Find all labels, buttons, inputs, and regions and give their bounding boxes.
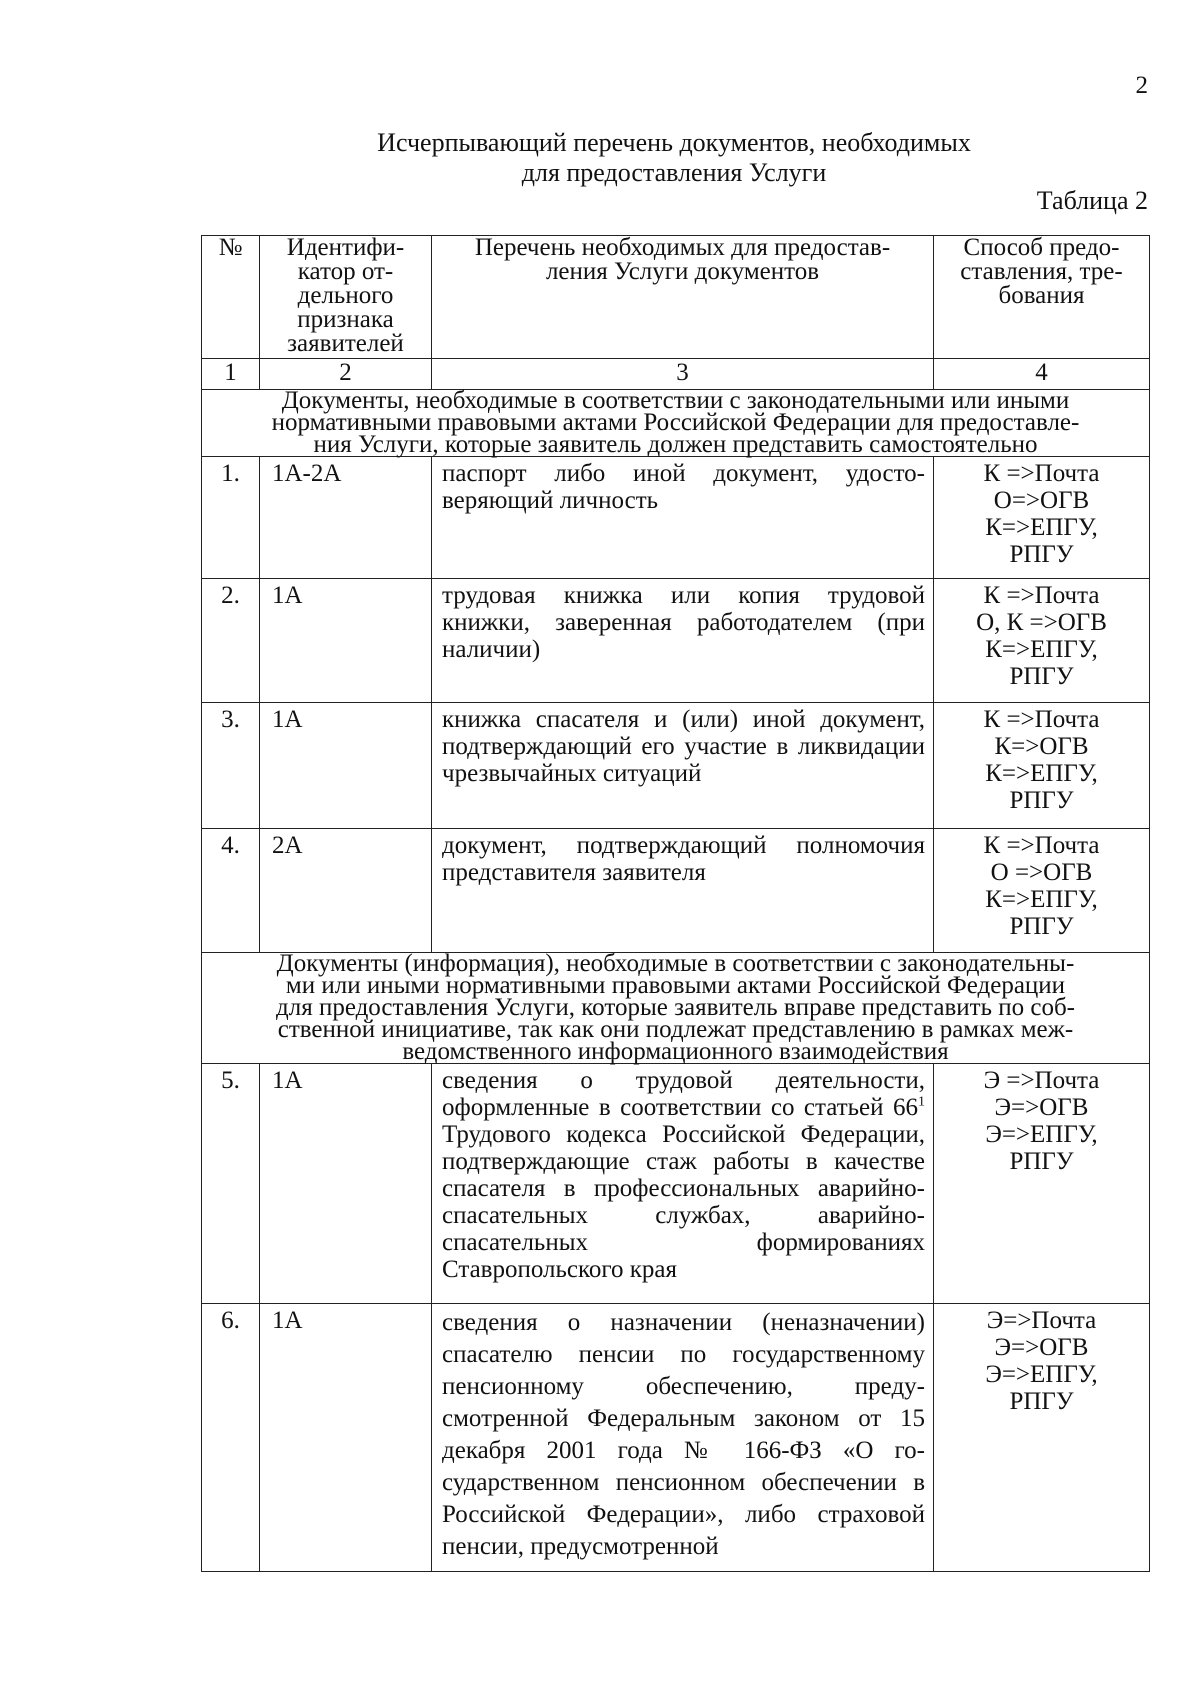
row-identifier: 1А	[260, 1064, 432, 1304]
method-line: К =>Почта	[983, 582, 1100, 609]
table-header-row	[202, 236, 1150, 359]
method-line: К=>ОГВ	[994, 733, 1089, 760]
method-line: РПГУ	[1009, 663, 1074, 690]
row-method	[934, 1064, 1150, 1304]
footnote-superscript: 1	[918, 1094, 925, 1110]
row-documents: документ, подтверждающий полномочия представителя заявителя	[432, 829, 934, 953]
row-documents	[432, 1064, 934, 1304]
row-method	[934, 703, 1150, 829]
column-number: 2	[260, 359, 432, 390]
header-documents: Перечень необходимых для предостав- ления Услуги документов	[432, 236, 934, 359]
method-line: Э=>ЕПГУ,	[985, 1361, 1098, 1388]
method-line: К=>ЕПГУ,	[985, 514, 1098, 541]
row-method	[934, 829, 1150, 953]
section-line: нормативными правовыми актами Российской Федерации для предоставле-	[271, 409, 1080, 436]
row-number: 3.	[202, 703, 260, 829]
section-heading	[202, 950, 1150, 1065]
table-row	[202, 1304, 1150, 1572]
method-line: РПГУ	[1009, 787, 1074, 814]
method-line: К =>Почта	[983, 460, 1100, 487]
table-row	[202, 703, 1150, 829]
method-line: К=>ЕПГУ,	[985, 760, 1098, 787]
column-number: 3	[432, 359, 934, 390]
method-line: РПГУ	[1009, 541, 1074, 568]
method-line: О=>ОГВ	[993, 487, 1090, 514]
row-number: 5.	[202, 1064, 260, 1304]
row-documents-text: сведения о трудовой деятельности, оформленные в соответствии со статьей 66	[442, 1067, 925, 1121]
documents-table	[201, 235, 1150, 1572]
row-number: 2.	[202, 579, 260, 703]
header-number: №	[202, 236, 260, 359]
row-method	[934, 1304, 1150, 1572]
method-line: Э=>ЕПГУ,	[985, 1121, 1098, 1148]
column-number: 4	[934, 359, 1150, 390]
method-line: Э =>Почта	[983, 1067, 1100, 1094]
method-line: РПГУ	[1009, 913, 1074, 940]
header-identifier: Идентифи- катор от- дельного признака заявителей	[260, 236, 432, 359]
row-identifier: 1А	[260, 703, 432, 829]
section-line: Документы (информация), необходимые в соответствии с законодательны-	[276, 950, 1075, 977]
section-heading	[202, 387, 1150, 458]
table-row	[202, 829, 1150, 953]
row-number: 1.	[202, 457, 260, 579]
method-line: К =>Почта	[983, 832, 1100, 859]
section-line: Документы, необходимые в соответствии с законодательными или иными	[281, 387, 1070, 414]
table-row	[202, 579, 1150, 703]
title-line: для предоставления Услуги	[521, 158, 827, 187]
row-documents-text: Трудового кодекса Российской Федерации, подтверждающие стаж работы в качестве спасателя в профессиональных аварийно-спасательных службах, аварийно-спасательных формированиях Ставропольского края	[442, 1121, 925, 1283]
row-number: 4.	[202, 829, 260, 953]
row-method	[934, 457, 1150, 579]
table-caption: Таблица 2	[1036, 186, 1148, 215]
row-documents: книжка спасателя и (или) иной документ, подтверждающий его участие в ликвидации чрезвычайных ситуаций	[432, 703, 934, 829]
method-line: РПГУ	[1009, 1148, 1074, 1175]
row-documents: сведения о назначении (неназначении) спасателю пенсии по государственному пенсионному обеспечению, предусмотренной Федеральным законом от 15 декабря 2001 года № 166-ФЗ «О государственном пенсионном обеспечении в Российской Федерации», либо страховой пенсии, предусмотренной	[432, 1304, 934, 1572]
section-line: для предоставления Услуги, которые заявитель вправе представить по соб-	[276, 994, 1075, 1021]
page-number: 2	[1135, 72, 1148, 99]
row-identifier: 1А	[260, 1304, 432, 1572]
row-identifier: 1А-2А	[260, 457, 432, 579]
section-line: ми или иными нормативными правовыми актами Российской Федерации	[285, 972, 1066, 999]
row-documents: паспорт либо иной документ, удостоверяющий личность	[432, 457, 934, 579]
method-line: Э=>Почта	[986, 1307, 1097, 1334]
section-line: ственной инициативе, так как они подлежат представлению в рамках меж-	[277, 1016, 1074, 1043]
table-row	[202, 1064, 1150, 1304]
row-method	[934, 579, 1150, 703]
method-line: О =>ОГВ	[990, 859, 1093, 886]
section-row	[202, 390, 1150, 457]
method-line: РПГУ	[1009, 1388, 1074, 1415]
method-line: Э=>ОГВ	[994, 1094, 1089, 1121]
page-title	[200, 128, 1148, 188]
column-numbers-row	[202, 359, 1150, 390]
row-documents: трудовая книжка или копия трудовой книжки, заверенная работодателем (при наличии)	[432, 579, 934, 703]
row-number: 6.	[202, 1304, 260, 1572]
method-line: К=>ЕПГУ,	[985, 636, 1098, 663]
section-row	[202, 953, 1150, 1064]
section-line: ния Услуги, которые заявитель должен представить самостоятельно	[313, 431, 1038, 458]
row-identifier: 2А	[260, 829, 432, 953]
row-identifier: 1А	[260, 579, 432, 703]
method-line: К=>ЕПГУ,	[985, 886, 1098, 913]
method-line: Э=>ОГВ	[994, 1334, 1089, 1361]
method-line: О, К =>ОГВ	[976, 609, 1107, 636]
title-line: Исчерпывающий перечень документов, необходимых	[377, 128, 971, 157]
column-number: 1	[202, 359, 260, 390]
method-line: К =>Почта	[983, 706, 1100, 733]
header-method: Способ предо- ставления, тре- бования	[934, 236, 1150, 359]
table-row	[202, 457, 1150, 579]
section-line: ведомственного информационного взаимодействия	[402, 1038, 949, 1065]
